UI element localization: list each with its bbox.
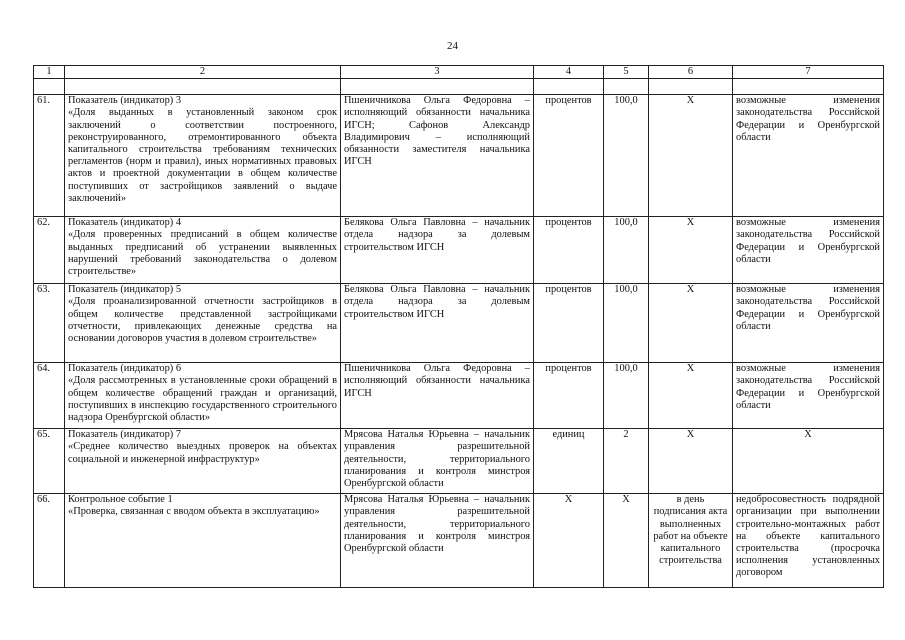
unit-cell: Х <box>534 494 604 588</box>
risk-note: возможные изменения законодательства Российской Федерации и Оренбургской области <box>733 363 884 429</box>
indicator-title: Показатель (индикатор) 4 <box>68 217 182 229</box>
indicator-text: «Доля выданных в установленный законом срок заключений о соответствии построенного, реконструированного, отремонтированного объекта капитального строительства требованиям технических регламентов (норм и правил), иных нормативных правовых актов и проектной документации в общем количестве поступивших от застройщиков заявлений о выдаче заключений» <box>68 107 337 204</box>
table-row <box>34 363 884 429</box>
responsible-person: Белякова Ольга Павловна – начальник отдела надзора за долевым строительством ИГСН <box>341 284 534 363</box>
value-cell: 100,0 <box>604 284 649 363</box>
responsible-person: Пшеничникова Ольга Федоровна – исполняющий обязанности начальника ИГСН; Сафонов Александр Владимирович – исполняющий обязанности заместителя начальника ИГСН <box>341 95 534 217</box>
empty-cell <box>649 79 733 95</box>
deadline-cell: Х <box>649 363 733 429</box>
empty-cell <box>341 79 534 95</box>
deadline-cell: Х <box>649 217 733 284</box>
deadline-cell: Х <box>649 95 733 217</box>
table-header-row <box>34 66 884 79</box>
empty-cell <box>34 79 65 95</box>
indicator-text: «Доля проверенных предписаний в общем количестве выданных предписаний об устранении выявленных нарушений требований законодательства о долевом строительстве» <box>68 229 337 278</box>
empty-cell <box>534 79 604 95</box>
risk-note: возможные изменения законодательства Российской Федерации и Оренбургской области <box>733 95 884 217</box>
indicator-description <box>65 284 341 363</box>
column-header: 3 <box>341 66 534 79</box>
unit-cell: единиц <box>534 429 604 494</box>
deadline-cell: Х <box>649 284 733 363</box>
unit-cell: процентов <box>534 363 604 429</box>
unit-cell: процентов <box>534 95 604 217</box>
indicator-title: Показатель (индикатор) 6 <box>68 363 182 375</box>
responsible-person: Мрясова Наталья Юрьевна – начальник управления разрешительной деятельности, территориального планирования и контроля минстроя Оренбургской области <box>341 429 534 494</box>
risk-note: возможные изменения законодательства Российской Федерации и Оренбургской области <box>733 217 884 284</box>
indicator-description <box>65 217 341 284</box>
empty-cell <box>65 79 341 95</box>
risk-note: Х <box>733 429 884 494</box>
indicator-title: Показатель (индикатор) 5 <box>68 284 182 296</box>
table-row <box>34 429 884 494</box>
indicator-text: «Среднее количество выездных проверок на объектах социальной и инженерной инфраструктур» <box>68 441 337 465</box>
event-description <box>65 494 341 588</box>
indicator-text: «Доля проанализированной отчетности застройщиков в общем количестве представленной застройщиками отчетности, привлекающих денежные средства на основании договоров участия в долевом строительстве» <box>68 296 337 345</box>
unit-cell: процентов <box>534 217 604 284</box>
deadline-cell: Х <box>649 429 733 494</box>
risk-note: недобросовестность подрядной организации при выполнении строительно-монтажных работ на объекте капитального строительства (просрочка исполнения установленных договором <box>733 494 884 588</box>
indicator-description <box>65 429 341 494</box>
indicator-text: «Доля рассмотренных в установленные сроки обращений в общем количестве обращений граждан и организаций, поступивших в инспекцию государственного строительного надзора Оренбургской области» <box>68 375 337 424</box>
column-header: 2 <box>65 66 341 79</box>
column-header: 7 <box>733 66 884 79</box>
indicator-title: Показатель (индикатор) 3 <box>68 95 182 107</box>
table-row <box>34 494 884 588</box>
table-row <box>34 284 884 363</box>
value-cell: 100,0 <box>604 95 649 217</box>
indicator-title: Показатель (индикатор) 7 <box>68 429 182 441</box>
empty-cell <box>604 79 649 95</box>
row-number: 65. <box>34 429 65 494</box>
column-header: 1 <box>34 66 65 79</box>
spacer-row <box>34 79 884 95</box>
deadline-cell: в день подписания акта выполненных работ на объекте капитального строительства <box>649 494 733 588</box>
row-number: 64. <box>34 363 65 429</box>
value-cell: 100,0 <box>604 363 649 429</box>
indicator-description <box>65 95 341 217</box>
event-text: «Проверка, связанная с вводом объекта в эксплуатацию» <box>68 506 320 518</box>
column-header: 6 <box>649 66 733 79</box>
empty-cell <box>733 79 884 95</box>
row-number: 63. <box>34 284 65 363</box>
indicator-table <box>33 65 884 588</box>
row-number: 62. <box>34 217 65 284</box>
risk-note: возможные изменения законодательства Российской Федерации и Оренбургской области <box>733 284 884 363</box>
column-header: 4 <box>534 66 604 79</box>
event-title: Контрольное событие 1 <box>68 494 173 506</box>
unit-cell: процентов <box>534 284 604 363</box>
responsible-person: Мрясова Наталья Юрьевна – начальник управления разрешительной деятельности, территориального планирования и контроля минстроя Оренбургской области <box>341 494 534 588</box>
page-number: 24 <box>447 40 458 52</box>
column-header: 5 <box>604 66 649 79</box>
table-row <box>34 217 884 284</box>
responsible-person: Белякова Ольга Павловна – начальник отдела надзора за долевым строительством ИГСН <box>341 217 534 284</box>
table-row <box>34 95 884 217</box>
value-cell: 100,0 <box>604 217 649 284</box>
responsible-person: Пшеничникова Ольга Федоровна – исполняющий обязанности начальника ИГСН <box>341 363 534 429</box>
row-number: 66. <box>34 494 65 588</box>
row-number: 61. <box>34 95 65 217</box>
indicator-description <box>65 363 341 429</box>
value-cell: Х <box>604 494 649 588</box>
value-cell: 2 <box>604 429 649 494</box>
